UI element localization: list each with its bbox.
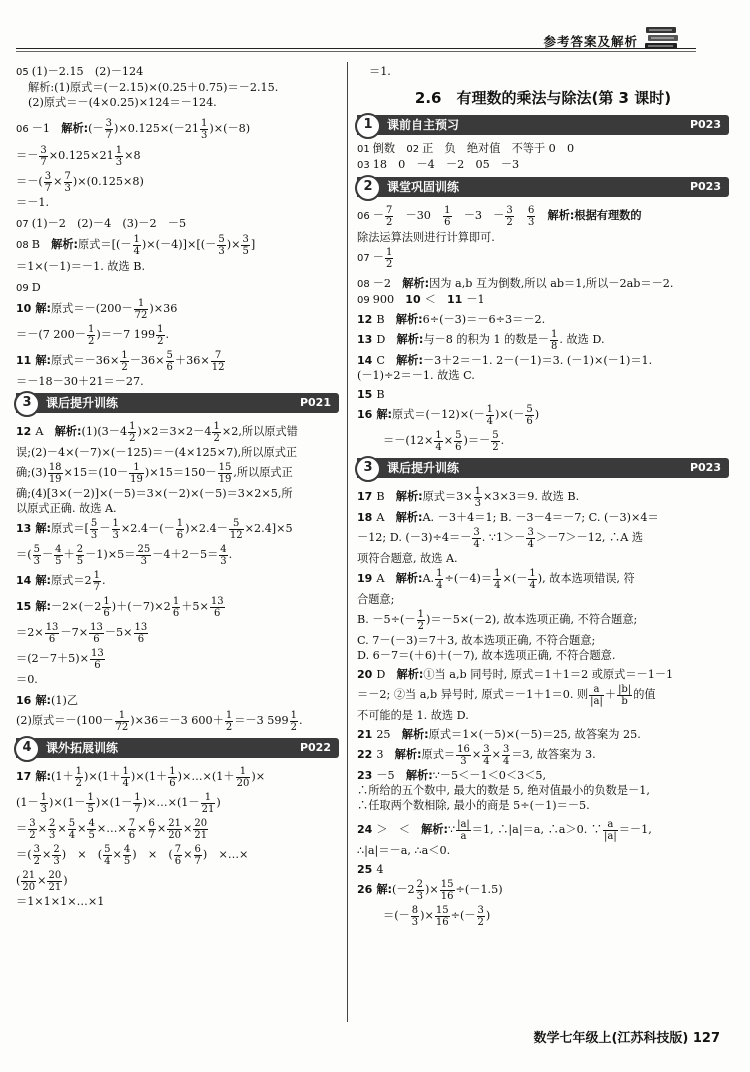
- page-header: [16, 22, 736, 56]
- r-q26-line1: 26 解:(－2 $\frac{2}{3}$ )× $\frac{15}{16}$ ÷(－1.5): [357, 878, 503, 902]
- q10-line2: ＝－(7 200－ $\frac{1}{2}$ )＝－7 199 $\frac{1}{2}$ .: [16, 323, 170, 347]
- q12-line5: 以原式正确. 故选 A.: [16, 502, 117, 515]
- r-q14-line2: (－1)÷2＝－1. 故选 C.: [357, 369, 475, 382]
- q7-answer: 07 (1)－2 (2)－4 (3)－2 －5: [16, 217, 187, 230]
- r-q1q2: 01 倒数 02 正 负 绝对值 不等于 0 0: [357, 142, 575, 155]
- r-q23-line1: 23 －5 解析:∵－5＜－1＜0＜3＜5,: [357, 769, 547, 782]
- section-number-icon: 1: [355, 113, 381, 139]
- r-q18-line2: －12; D. (－3)÷4＝－ $\frac{3}{4}$ . ∵1＞－ $\frac{3}{4}$ ＞－7＞－12, ∴A 选: [357, 526, 644, 550]
- r-q14-line1: 14 C 解析:－3＋2＝－1. 2－(－1)＝3. (－1)×(－1)＝1.: [357, 354, 653, 367]
- q6-line3: ＝－( $\frac{3}{7}$ × $\frac{7}{3}$ )×(0.125×8): [16, 170, 144, 194]
- q11-line1: 11 解:原式＝－36× $\frac{1}{2}$ －36× $\frac{5}{6}$ ＋36× $\frac{7}{12}$: [16, 349, 225, 373]
- q12-line4: 确;(4)[3×(－2)]×(－5)＝3×(－2)×(－5)＝3×2×5,所: [16, 487, 293, 500]
- r-q19-line2: 合题意;: [357, 593, 395, 606]
- r-q19-line3: B. －5÷(－ $\frac{1}{2}$ )＝－5×(－2), 故本选项正确, 不符合题意;: [357, 608, 638, 632]
- q8-line2: ＝1×(－1)＝－1. 故选 B.: [16, 260, 146, 273]
- r-q15: 15 B: [357, 388, 385, 401]
- q6-line1: 06 －1 解析:(－ $\frac{3}{7}$ )×0.125×(－21 $\frac{1}{3}$ )×(－8): [16, 117, 251, 141]
- r-q19-line1: 19 A 解析:A. $\frac{1}{4}$ ÷(－4)＝ $\frac{1}{4}$ ×(－ $\frac{1}{4}$ ), 故本选项错误, 符: [357, 567, 635, 591]
- q15-line4: ＝0.: [16, 673, 38, 686]
- r-q23-line3: ∴任取两个数相除, 最小的商是 5÷(－1)＝－5.: [357, 799, 590, 812]
- r-q20-line2: ＝－2; ②当 a,b 异号时, 原式＝－1＋1＝0. 则 $\frac{a}{|a|}$ ＋ $\frac{|b|}{b}$ 的值: [357, 683, 656, 707]
- q17-line2: (1－ $\frac{1}{3}$ )×(1－ $\frac{1}{5}$ )×(1－ $\frac{1}{7}$ )×…×(1－ $\frac{1}{21}$ ): [16, 791, 221, 815]
- q17-line1: 17 解:(1＋ $\frac{1}{2}$ )×(1＋ $\frac{1}{4}$ )×(1＋ $\frac{1}{6}$ )×…×(1＋ $\frac{1}{20}$ )×: [16, 765, 266, 789]
- r-q3: 03 18 0 －4 －2 05 －3: [357, 158, 520, 171]
- r-q6-line2: 除法运算法则进行计算即可.: [357, 231, 495, 244]
- q16-line1: 16 解:(1)乙: [16, 694, 79, 707]
- r-q23-line2: ∴所给的五个数中, 最大的数是 5, 绝对值最小的负数是－1,: [357, 784, 650, 797]
- q15-line3: ＝(2－7＋5)× $\frac{13}{6}$: [16, 647, 104, 671]
- r-q19-line5: D. 6－7＝(＋6)＋(－7), 故本选项正确, 不符合题意.: [357, 649, 616, 662]
- q11-line2: ＝－18－30＋21＝－27.: [16, 375, 144, 388]
- q15-line1: 15 解:－2×(－2 $\frac{1}{6}$ )＋(－7)×2 $\frac{1}{6}$ ＋5× $\frac{13}{6}$: [16, 595, 224, 619]
- header-rule-thin: [16, 51, 696, 52]
- header-title: 参考答案及解析: [543, 34, 638, 49]
- r-q6-line1: 06 － $\frac{7}{2}$ －30 $\frac{1}{6}$ －3 － $\frac{3}{2}$ $\frac{6}{3}$ 解析:根据有理数的: [357, 204, 642, 228]
- q14-line1: 14 解:原式＝2 $\frac{1}{7}$ .: [16, 569, 106, 593]
- page-footer: 数学七年级上(江苏科技版) 127: [533, 1031, 720, 1046]
- q6-line4: ＝－1.: [16, 196, 50, 209]
- r-q9-11: 09 900 10 ＜ 11 －1: [357, 293, 485, 306]
- r-q7: 07 － $\frac{1}{2}$: [357, 246, 393, 270]
- section-number-icon: 3: [14, 391, 40, 417]
- q10-line1: 10 解:原式＝－(200－ $\frac{1}{72}$ )×36: [16, 297, 178, 321]
- q13-line2: ＝( $\frac{5}{3}$ － $\frac{4}{5}$ ＋ $\frac{2}{5}$ －1)×5＝ $\frac{25}{3}$ －4＋2－5＝ $\frac{4}{3}$ .: [16, 543, 233, 567]
- section-number-icon: 3: [355, 456, 381, 482]
- q5-line1: 解析:(1)原式＝(－2.15)×(0.25＋0.75)＝－2.15.: [28, 81, 279, 94]
- books-icon: [644, 24, 680, 52]
- r-q16-line2: ＝－(12× $\frac{1}{4}$ × $\frac{5}{6}$ )＝－ $\frac{5}{2}$ .: [383, 429, 505, 453]
- q17-line6: ＝1×1×1×…×1: [16, 895, 105, 908]
- r-q12: 12 B 解析:6÷(－3)＝－6÷3＝－2.: [357, 313, 546, 326]
- banner-extension-left: 4 课外拓展训练 P022: [16, 738, 339, 758]
- q17-line5: ( $\frac{21}{20}$ × $\frac{20}{21}$ ): [16, 869, 68, 893]
- q13-line1: 13 解:原式＝[ $\frac{5}{3}$ － $\frac{1}{3}$ ×2.4－(－ $\frac{1}{6}$ )×2.4－ $\frac{5}{12}$ ×2.4]×5: [16, 517, 293, 541]
- r-q13: 13 D 解析:与－8 的积为 1 的数是－ $\frac{1}{8}$ . 故选 D.: [357, 328, 605, 352]
- r-q25: 25 4: [357, 863, 384, 876]
- q17-line3: ＝ $\frac{3}{2}$ × $\frac{2}{3}$ × $\frac{5}{4}$ × $\frac{4}{5}$ ×…× $\frac{7}{6}$ × $\frac{6}{7}$ × $\frac{21}{20}$ × $\frac{20}{21}$: [16, 817, 208, 841]
- left-column: [16, 64, 339, 909]
- r-q18-line3: 项符合题意, 故选 A.: [357, 552, 458, 565]
- r-q19-line4: C. 7－(－3)＝7＋3, 故本选项正确, 不符合题意;: [357, 634, 596, 647]
- banner-preview: 1 课前自主预习 P023: [357, 115, 729, 135]
- section-title: 2.6 有理数的乘法与除法(第 3 课时): [414, 89, 672, 107]
- r-q16-line1: 16 解:原式＝(－12)×(－ $\frac{1}{4}$ )×(－ $\frac{5}{6}$ ): [357, 403, 540, 427]
- q17-line4: ＝( $\frac{3}{2}$ × $\frac{2}{3}$ ) × ( $\frac{5}{4}$ × $\frac{4}{5}$ ) × ( $\frac{7}{6}$ × $\frac{6}{7}$ ) ×…×: [16, 843, 249, 867]
- section-number-icon: 2: [355, 175, 381, 201]
- q16-line2: (2)原式＝－(100－ $\frac{1}{72}$ )×36＝－3 600＋ $\frac{1}{2}$ ＝－3 599 $\frac{1}{2}$ .: [16, 709, 303, 733]
- banner-after-class-right: 3 课后提升训练 P023: [357, 458, 729, 478]
- q5-line2: (2)原式＝－(4×0.25)×124＝－124.: [28, 96, 217, 109]
- q6-line2: ＝－ $\frac{3}{7}$ ×0.125×21 $\frac{1}{3}$ ×8: [16, 144, 141, 168]
- section-number-icon: 4: [14, 736, 40, 762]
- banner-in-class: 2 课堂巩固训练 P023: [357, 177, 729, 197]
- q9-answer: 09 D: [16, 281, 41, 294]
- right-top-line: ＝1.: [369, 65, 391, 78]
- r-q20-line3: 不可能的是 1. 故选 D.: [357, 709, 469, 722]
- r-q21: 21 25 解析:原式＝1×(－5)×(－5)＝25, 故答案为 25.: [357, 728, 641, 741]
- r-q18-line1: 18 A 解析:A. －3＋4＝1; B. －3－4＝－7; C. (－3)×4＝: [357, 511, 659, 524]
- r-q8: 08 －2 解析:因为 a,b 互为倒数,所以 ab＝1,所以－2ab＝－2.: [357, 277, 674, 290]
- r-q17: 17 B 解析:原式＝3× $\frac{1}{3}$ ×3×3＝9. 故选 B.: [357, 485, 580, 509]
- r-q20-line1: 20 D 解析:①当 a,b 同号时, 原式＝1＋1＝2 或原式＝－1－1: [357, 668, 674, 681]
- q5-answer: 05 (1)－2.15 (2)－124: [16, 65, 144, 78]
- right-column: [357, 64, 729, 929]
- r-q22: 22 3 解析:原式＝ $\frac{16}{3}$ × $\frac{3}{4}$ × $\frac{3}{4}$ ＝3, 故答案为 3.: [357, 743, 596, 767]
- banner-after-class-left: 3 课后提升训练 P021: [16, 393, 339, 413]
- r-q26-line2: ＝(－ $\frac{8}{3}$ )× $\frac{15}{16}$ ÷(－ $\frac{3}{2}$ ): [383, 904, 491, 928]
- q12-line2: 误;(2)－4×(－7)×(－125)＝－(4×125×7),所以原式正: [16, 446, 298, 459]
- q12-line3: 确;(3) $\frac{18}{19}$ ×15＝(10－ $\frac{1}{19}$ )×15＝150－ $\frac{15}{19}$ ,所以原式正: [16, 461, 293, 485]
- r-q24-line1: 24 ＞ ＜ 解析:∵ $\frac{|a|}{a}$ ＝1, ∴|a|＝a, ∴a＞0. ∵ $\frac{a}{|a|}$ ＝－1,: [357, 818, 652, 842]
- q15-line2: ＝2× $\frac{13}{6}$ －7× $\frac{13}{6}$ －5× $\frac{13}{6}$: [16, 621, 148, 645]
- q8-line1: 08 B 解析:原式＝[(－ $\frac{1}{4}$ )×(－4)]×[(－ $\frac{5}{3}$ )× $\frac{3}{5}$ ]: [16, 233, 256, 257]
- r-q24-line2: ∴|a|＝－a, ∴a＜0.: [357, 844, 451, 857]
- column-divider: [347, 62, 348, 1022]
- q12-line1: 12 A 解析:(1)(3－4 $\frac{1}{2}$ )×2＝3×2－4 $\frac{1}{2}$ ×2,所以原式错: [16, 420, 298, 444]
